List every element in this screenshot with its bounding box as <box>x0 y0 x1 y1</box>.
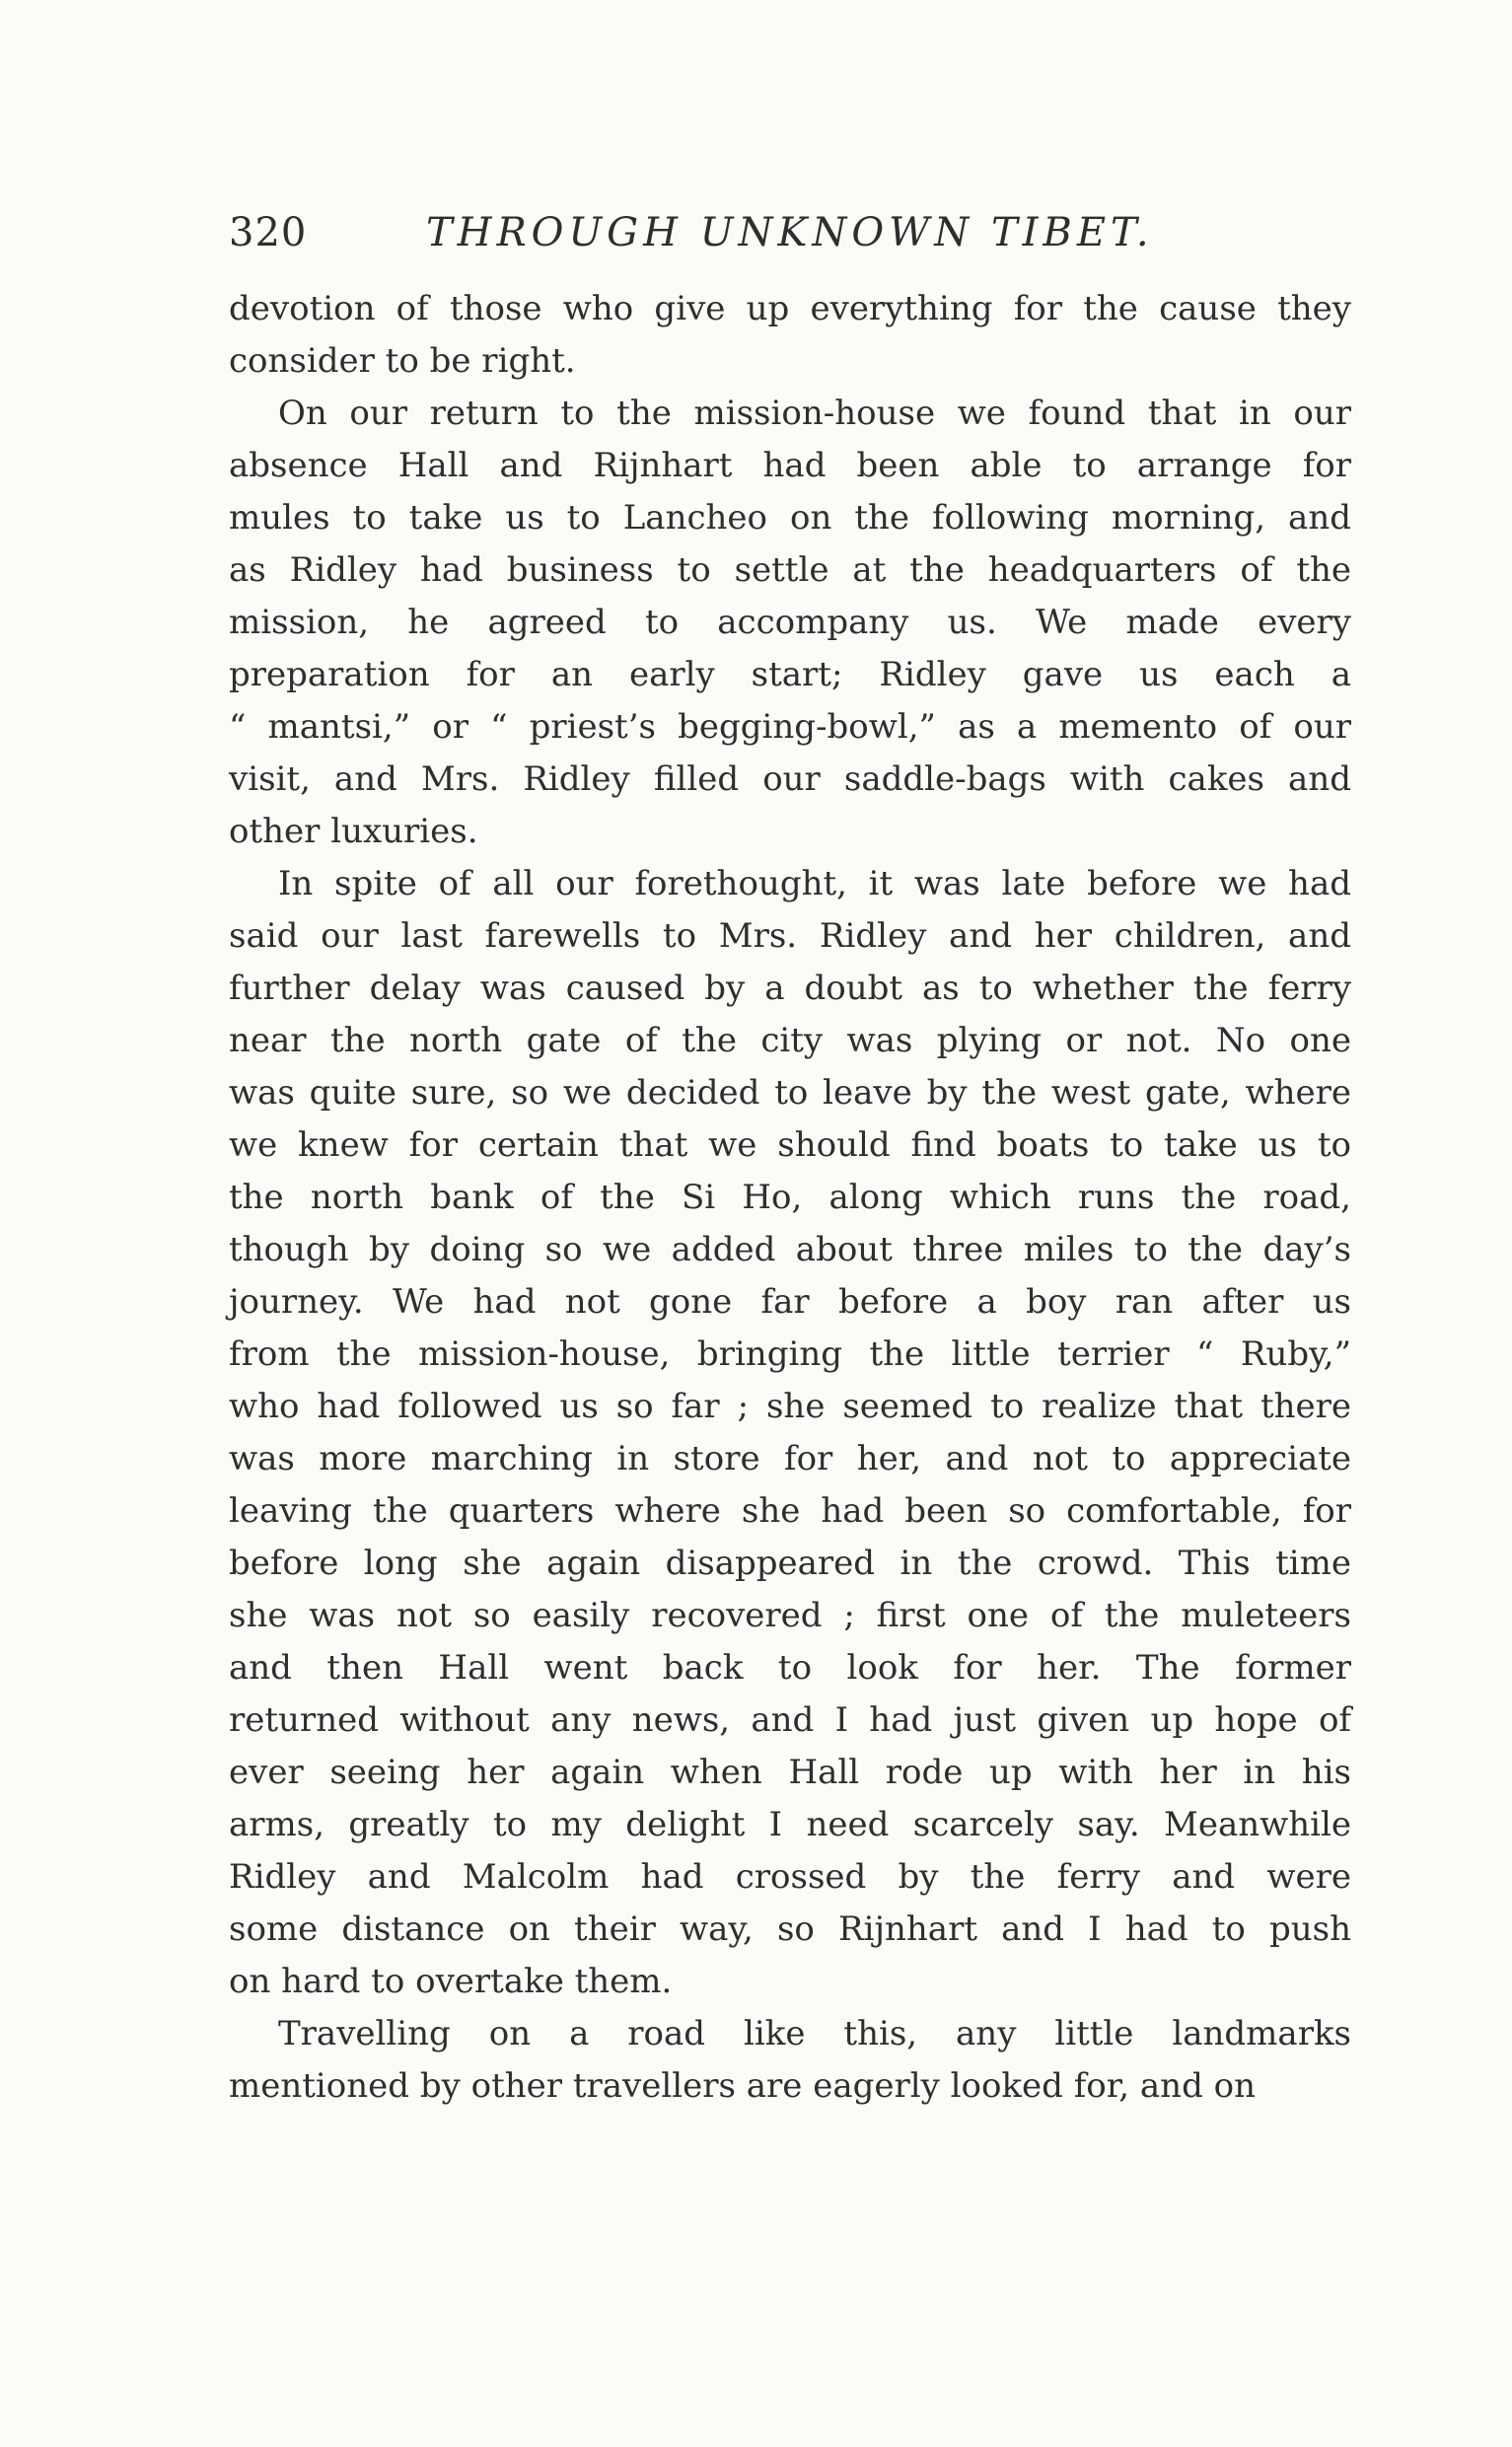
text-line: some distance on their way, so Rijnhart and I had to push <box>229 1909 1351 1949</box>
text-line: preparation for an early start; Ridley gave us each a <box>229 655 1351 694</box>
text-line: Travelling on a road like this, any little landmarks <box>278 2014 1351 2053</box>
text-line: mules to take us to Lancheo on the following morning, and <box>229 498 1351 538</box>
text-line: Ridley and Malcolm had crossed by the ferry and were <box>229 1857 1351 1897</box>
text-line: leaving the quarters where she had been so comfortable, for <box>229 1491 1351 1531</box>
text-line: near the north gate of the city was plying or not. No one <box>229 1021 1351 1060</box>
text-line: mentioned by other travellers are eagerly looked for, and on <box>229 2066 1257 2106</box>
text-line: other luxuries. <box>229 812 478 851</box>
paragraph <box>229 858 1351 2008</box>
text-line: we knew for certain that we should find boats to take us to <box>229 1125 1351 1165</box>
text-line: absence Hall and Rijnhart had been able to arrange for <box>229 446 1351 485</box>
text-line: on hard to overtake them. <box>229 1962 673 2001</box>
text-line: further delay was caused by a doubt as to whether the ferry <box>229 969 1351 1008</box>
text-line: was more marching in store for her, and not to appreciate <box>229 1439 1351 1478</box>
paragraph <box>229 388 1351 858</box>
running-title: THROUGH UNKNOWN TIBET. <box>426 210 1154 255</box>
text-line: visit, and Mrs. Ridley filled our saddle-bags with cakes and <box>229 759 1351 799</box>
text-line: she was not so easily recovered ; first one of the muleteers <box>229 1596 1351 1635</box>
text-line: journey. We had not gone far before a boy ran after us <box>229 1282 1351 1322</box>
text-line: arms, greatly to my delight I need scarcely say. Meanwhile <box>229 1805 1351 1844</box>
text-line: ever seeing her again when Hall rode up with her in his <box>229 1753 1351 1792</box>
text-line: said our last farewells to Mrs. Ridley and her children, and <box>229 916 1351 956</box>
text-line: before long she again disappeared in the crowd. This time <box>229 1544 1351 1583</box>
text-line: though by doing so we added about three miles to the day’s <box>229 1230 1351 1269</box>
text-line: “ mantsi,” or “ priest’s begging-bowl,” as a memento of our <box>229 707 1351 747</box>
text-line: mission, he agreed to accompany us. We made every <box>229 603 1351 642</box>
text-line: as Ridley had business to settle at the headquarters of the <box>229 550 1351 590</box>
paragraph <box>229 2008 1351 2113</box>
text-line: who had followed us so far ; she seemed to realize that there <box>229 1387 1351 1426</box>
text-line: returned without any news, and I had just given up hope of <box>229 1700 1351 1740</box>
body-text <box>229 283 1351 2113</box>
text-line: consider to be right. <box>229 341 576 381</box>
running-head <box>229 203 1351 262</box>
paragraph <box>229 283 1351 388</box>
text-line: In spite of all our forethought, it was late before we had <box>278 864 1351 903</box>
text-line: was quite sure, so we decided to leave by the west gate, where <box>229 1073 1351 1113</box>
page-number: 320 <box>229 210 308 255</box>
text-line: devotion of those who give up everything for the cause they <box>229 289 1351 328</box>
text-line: On our return to the mission-house we found that in our <box>278 394 1351 433</box>
text-line: the north bank of the Si Ho, along which runs the road, <box>229 1178 1351 1217</box>
text-line: and then Hall went back to look for her. The former <box>229 1648 1351 1688</box>
text-line: from the mission-house, bringing the little terrier “ Ruby,” <box>229 1334 1351 1374</box>
